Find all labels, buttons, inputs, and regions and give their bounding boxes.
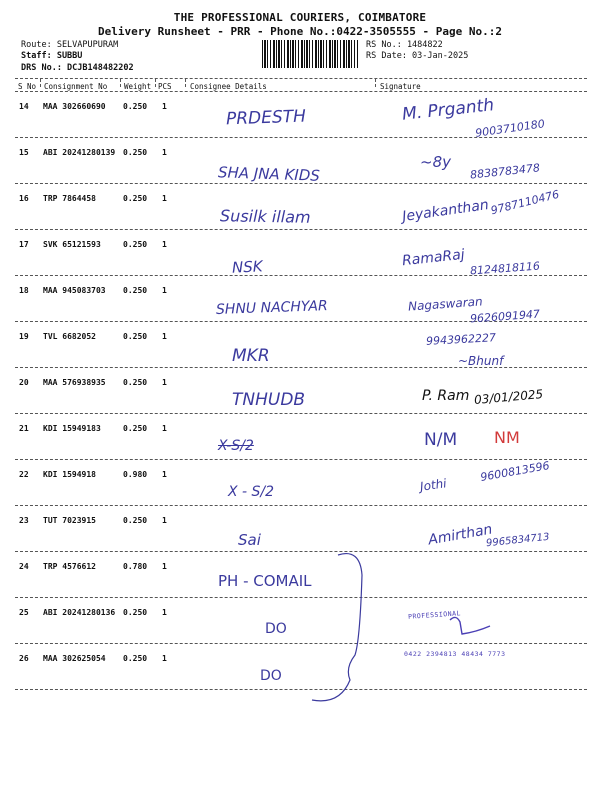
row-pcs: 1 — [162, 654, 167, 663]
row-consignment-no: ABI 20241280136 — [43, 608, 116, 617]
col-signature: Signature — [380, 82, 421, 91]
row-sno: 22 — [19, 470, 29, 479]
company-title: THE PROFESSIONAL COURIERS, COIMBATORE — [173, 11, 427, 24]
handwritten-consignee: TNHUDB — [232, 390, 306, 410]
rs-date: RS Date: 03-Jan-2025 — [366, 51, 469, 61]
row-pcs: 1 — [162, 608, 167, 617]
row-pcs: 1 — [162, 378, 167, 387]
col-consignment: Consignment No — [44, 82, 108, 91]
handwritten-phone: 9965834713 — [485, 531, 551, 550]
row-consignment-no: TVL 6682052 — [43, 332, 96, 341]
row-sno: 14 — [19, 102, 29, 111]
handwritten-phone: 8124818116 — [469, 259, 541, 278]
handwritten-consignee: Sai — [238, 531, 261, 549]
handwritten-consignee: SHA JNA KIDS — [217, 163, 321, 185]
row-weight: 0.250 — [123, 194, 148, 203]
handwritten-consignee: DO — [265, 621, 287, 637]
handwritten-signature: Jeyakanthan — [401, 197, 490, 225]
handwritten-signature: N/M — [424, 430, 458, 450]
row-pcs: 1 — [162, 562, 167, 571]
row-pcs: 1 — [162, 102, 167, 111]
row-sno: 16 — [19, 194, 29, 203]
row-sno: 25 — [19, 608, 29, 617]
handwritten-consignee: MKR — [232, 346, 270, 366]
row-weight: 0.250 — [123, 240, 148, 249]
handwritten-signature: Nagaswaran — [407, 294, 484, 314]
row-weight: 0.250 — [123, 102, 148, 111]
row-sno: 18 — [19, 286, 29, 295]
handwritten-consignee-struck: X-S/2 — [218, 438, 254, 454]
row-consignment-no: TRP 4576612 — [43, 562, 96, 571]
handwritten-phone: 9787110476 — [489, 187, 561, 218]
row-weight: 0.780 — [123, 562, 148, 571]
row-pcs: 1 — [162, 470, 167, 479]
row-weight: 0.250 — [123, 516, 148, 525]
row-consignment-no: TRP 7864458 — [43, 194, 96, 203]
row-sno: 19 — [19, 332, 29, 341]
row-consignment-no: MAA 302660690 — [43, 102, 106, 111]
handwritten-phone: 9626091947 — [469, 307, 541, 326]
row-sno: 15 — [19, 148, 29, 157]
row-consignment-no: SVK 65121593 — [43, 240, 101, 249]
runsheet-subtitle: Delivery Runsheet - PRR - Phone No.:0422-3505555 - Page No.:2 — [98, 25, 502, 38]
handwritten-signature: RamaRaj — [401, 246, 466, 270]
handwritten-signature: Amirthan — [427, 521, 494, 549]
drs-number: DRS No.: DCJB148482202 — [21, 63, 134, 73]
handwritten-signature: Jothi — [419, 476, 448, 494]
handwritten-consignee: PH - COMAIL — [218, 572, 312, 590]
col-pcs: PCS — [158, 82, 172, 91]
handwritten-signature: M. Prganth — [401, 95, 495, 125]
handwritten-phone: 9943962227 — [425, 331, 497, 348]
row-sno: 26 — [19, 654, 29, 663]
row-weight: 0.250 — [123, 332, 148, 341]
row-sno: 20 — [19, 378, 29, 387]
row-weight: 0.980 — [123, 470, 148, 479]
handwritten-consignee: PRDESTH — [225, 106, 307, 130]
row-pcs: 1 — [162, 516, 167, 525]
stamp-text: 0422 2394813 48434 7773 — [404, 650, 506, 658]
row-weight: 0.250 — [123, 378, 148, 387]
row-consignment-no: TUT 7023915 — [43, 516, 96, 525]
handwritten-signature-red: NM — [494, 428, 520, 447]
row-consignment-no: KDI 1594918 — [43, 470, 96, 479]
handwritten-consignee: SHNU NACHYAR — [215, 298, 328, 318]
row-pcs: 1 — [162, 286, 167, 295]
row-weight: 0.250 — [123, 286, 148, 295]
stamp-flourish — [446, 612, 496, 638]
handwritten-phone: 9003710180 — [474, 117, 546, 140]
row-pcs: 1 — [162, 240, 167, 249]
row-consignment-no: ABI 20241280139 — [43, 148, 116, 157]
handwritten-signature-mark: ~8y — [420, 153, 451, 171]
row-sno: 24 — [19, 562, 29, 571]
row-pcs: 1 — [162, 424, 167, 433]
row-consignment-no: MAA 576938935 — [43, 378, 106, 387]
handwritten-phone: 8838783478 — [469, 161, 541, 182]
row-consignment-no: MAA 945083703 — [43, 286, 106, 295]
rs-number: RS No.: 1484822 — [366, 40, 443, 50]
handwritten-signature-mark: ~Bhunf — [458, 354, 504, 368]
row-pcs: 1 — [162, 194, 167, 203]
route-label: Route: SELVAPUPURAM — [21, 40, 119, 50]
row-sno: 17 — [19, 240, 29, 249]
handwritten-date: 03/01/2025 — [473, 387, 544, 407]
handwritten-consignee: NSK — [231, 257, 264, 277]
stamp-text: PROFESSIONAL — [407, 609, 462, 621]
staff-label: Staff: SUBBU — [21, 51, 83, 61]
handwritten-consignee: Susilk illam — [219, 206, 311, 227]
row-pcs: 1 — [162, 148, 167, 157]
row-weight: 0.250 — [123, 148, 148, 157]
row-consignment-no: KDI 15949183 — [43, 424, 101, 433]
row-weight: 0.250 — [123, 654, 148, 663]
row-weight: 0.250 — [123, 608, 148, 617]
handwritten-phone: 9600813596 — [479, 459, 551, 484]
col-weight: Weight — [124, 82, 152, 91]
handwritten-signature: P. Ram — [422, 388, 470, 404]
row-consignment-no: MAA 302625054 — [43, 654, 106, 663]
handwritten-consignee: DO — [260, 668, 282, 684]
row-sno: 23 — [19, 516, 29, 525]
row-pcs: 1 — [162, 332, 167, 341]
row-weight: 0.250 — [123, 424, 148, 433]
col-consignee: Consignee Details — [190, 82, 267, 91]
handwritten-consignee: X - S/2 — [228, 484, 275, 500]
row-sno: 21 — [19, 424, 29, 433]
col-sno: S No — [18, 82, 37, 91]
